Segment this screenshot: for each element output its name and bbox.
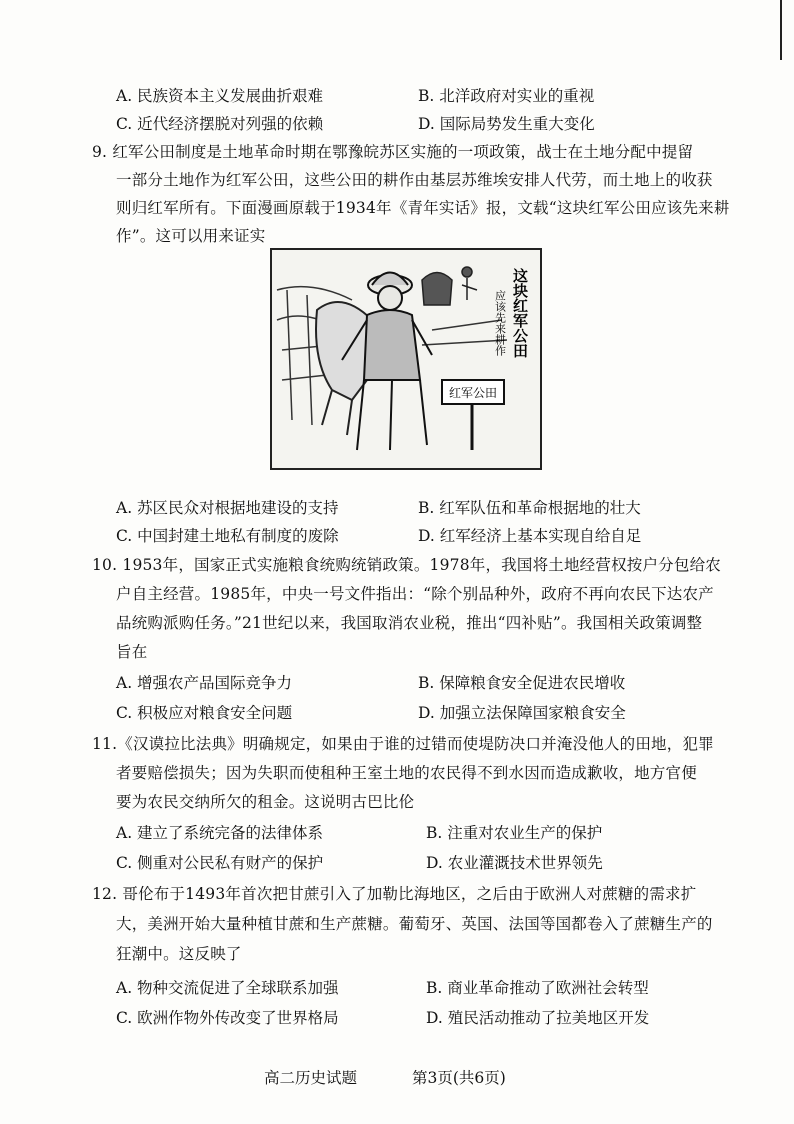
red-army-field-cartoon xyxy=(270,248,542,470)
q11-stem-line: 者要赔偿损失；因为失职而使租种王室土地的农民得不到水因而造成歉收，地方官便 xyxy=(116,764,697,782)
q12-stem-line: 狂潮中。这反映了 xyxy=(116,945,242,963)
q12-option-a: A. 物种交流促进了全球联系加强 xyxy=(116,979,339,997)
q10-stem-line: 旨在 xyxy=(116,643,148,661)
q9-stem-line: 作”。这可以用来证实 xyxy=(116,227,266,245)
q11-option-c: C. 侧重对公民私有财产的保护 xyxy=(116,854,324,872)
q9-option-b: B. 红军队伍和革命根据地的壮大 xyxy=(418,499,641,517)
q10-stem-line: 10. 1953年，国家正式实施粮食统购统销政策。1978年，我国将土地经营权按户分包给农 xyxy=(92,556,721,574)
q11-stem-line: 11.《汉谟拉比法典》明确规定，如果由于谁的过错而使堤防决口并淹没他人的田地，犯罪 xyxy=(92,735,714,753)
footer-subject: 高二历史试题 xyxy=(264,1069,358,1087)
q12-option-c: C. 欧洲作物外传改变了世界格局 xyxy=(116,1009,339,1027)
q10-stem-line: 品统购派购任务。”21世纪以来，我国取消农业税，推出“四补贴”。我国相关政策调整 xyxy=(116,614,703,632)
q9-stem-line: 一部分土地作为红军公田，这些公田的耕作由基层苏维埃安排人代劳，而土地上的收获 xyxy=(116,171,713,189)
q12-stem-line: 12. 哥伦布于1493年首次把甘蔗引入了加勒比海地区，之后由于欧洲人对蔗糖的需求扩 xyxy=(92,885,697,903)
q9-option-d: D. 红军经济上基本实现自给自足 xyxy=(418,527,642,545)
q9-stem-line: 则归红军所有。下面漫画原载于1934年《青年实话》报，文载“这块红军公田应该先来耕 xyxy=(116,199,730,217)
q12-stem-line: 大，美洲开始大量种植甘蔗和生产蔗糖。葡萄牙、英国、法国等国都卷入了蔗糖生产的 xyxy=(116,915,713,933)
q8-option-d: D. 国际局势发生重大变化 xyxy=(418,115,595,133)
q11-option-d: D. 农业灌溉技术世界领先 xyxy=(426,854,603,872)
q11-stem-line: 要为农民交纳所欠的租金。这说明古巴比伦 xyxy=(116,793,415,811)
cartoon-sign-text: 红军公田 xyxy=(448,386,498,400)
q8-option-b: B. 北洋政府对实业的重视 xyxy=(418,87,595,105)
footer-page-number: 第3页(共6页) xyxy=(412,1069,506,1087)
q8-option-c: C. 近代经济摆脱对列强的依赖 xyxy=(116,115,324,133)
cartoon-vertical-subtitle: 应该先来耕作 xyxy=(493,290,507,356)
q10-option-c: C. 积极应对粮食安全问题 xyxy=(116,704,293,722)
q10-option-b: B. 保障粮食安全促进农民增收 xyxy=(418,674,626,692)
q8-option-a: A. 民族资本主义发展曲折艰难 xyxy=(116,87,324,105)
q9-option-a: A. 苏区民众对根据地建设的支持 xyxy=(116,499,339,517)
q9-option-c: C. 中国封建土地私有制度的废除 xyxy=(116,527,339,545)
q10-option-d: D. 加强立法保障国家粮食安全 xyxy=(418,704,626,722)
q11-option-a: A. 建立了系统完备的法律体系 xyxy=(116,824,324,842)
q12-option-b: B. 商业革命推动了欧洲社会转型 xyxy=(426,979,649,997)
cartoon-drawing xyxy=(272,250,540,468)
cartoon-vertical-title: 这块红军公田 xyxy=(511,268,529,358)
q12-option-d: D. 殖民活动推动了拉美地区开发 xyxy=(426,1009,650,1027)
scan-edge-mark xyxy=(780,0,782,60)
q10-option-a: A. 增强农产品国际竞争力 xyxy=(116,674,293,692)
q9-stem-line: 9. 红军公田制度是土地革命时期在鄂豫皖苏区实施的一项政策，战士在土地分配中提留 xyxy=(92,143,694,161)
q11-option-b: B. 注重对农业生产的保护 xyxy=(426,824,603,842)
q10-stem-line: 户自主经营。1985年，中央一号文件指出：“除个别品种外，政府不再向农民下达农产 xyxy=(116,585,714,603)
